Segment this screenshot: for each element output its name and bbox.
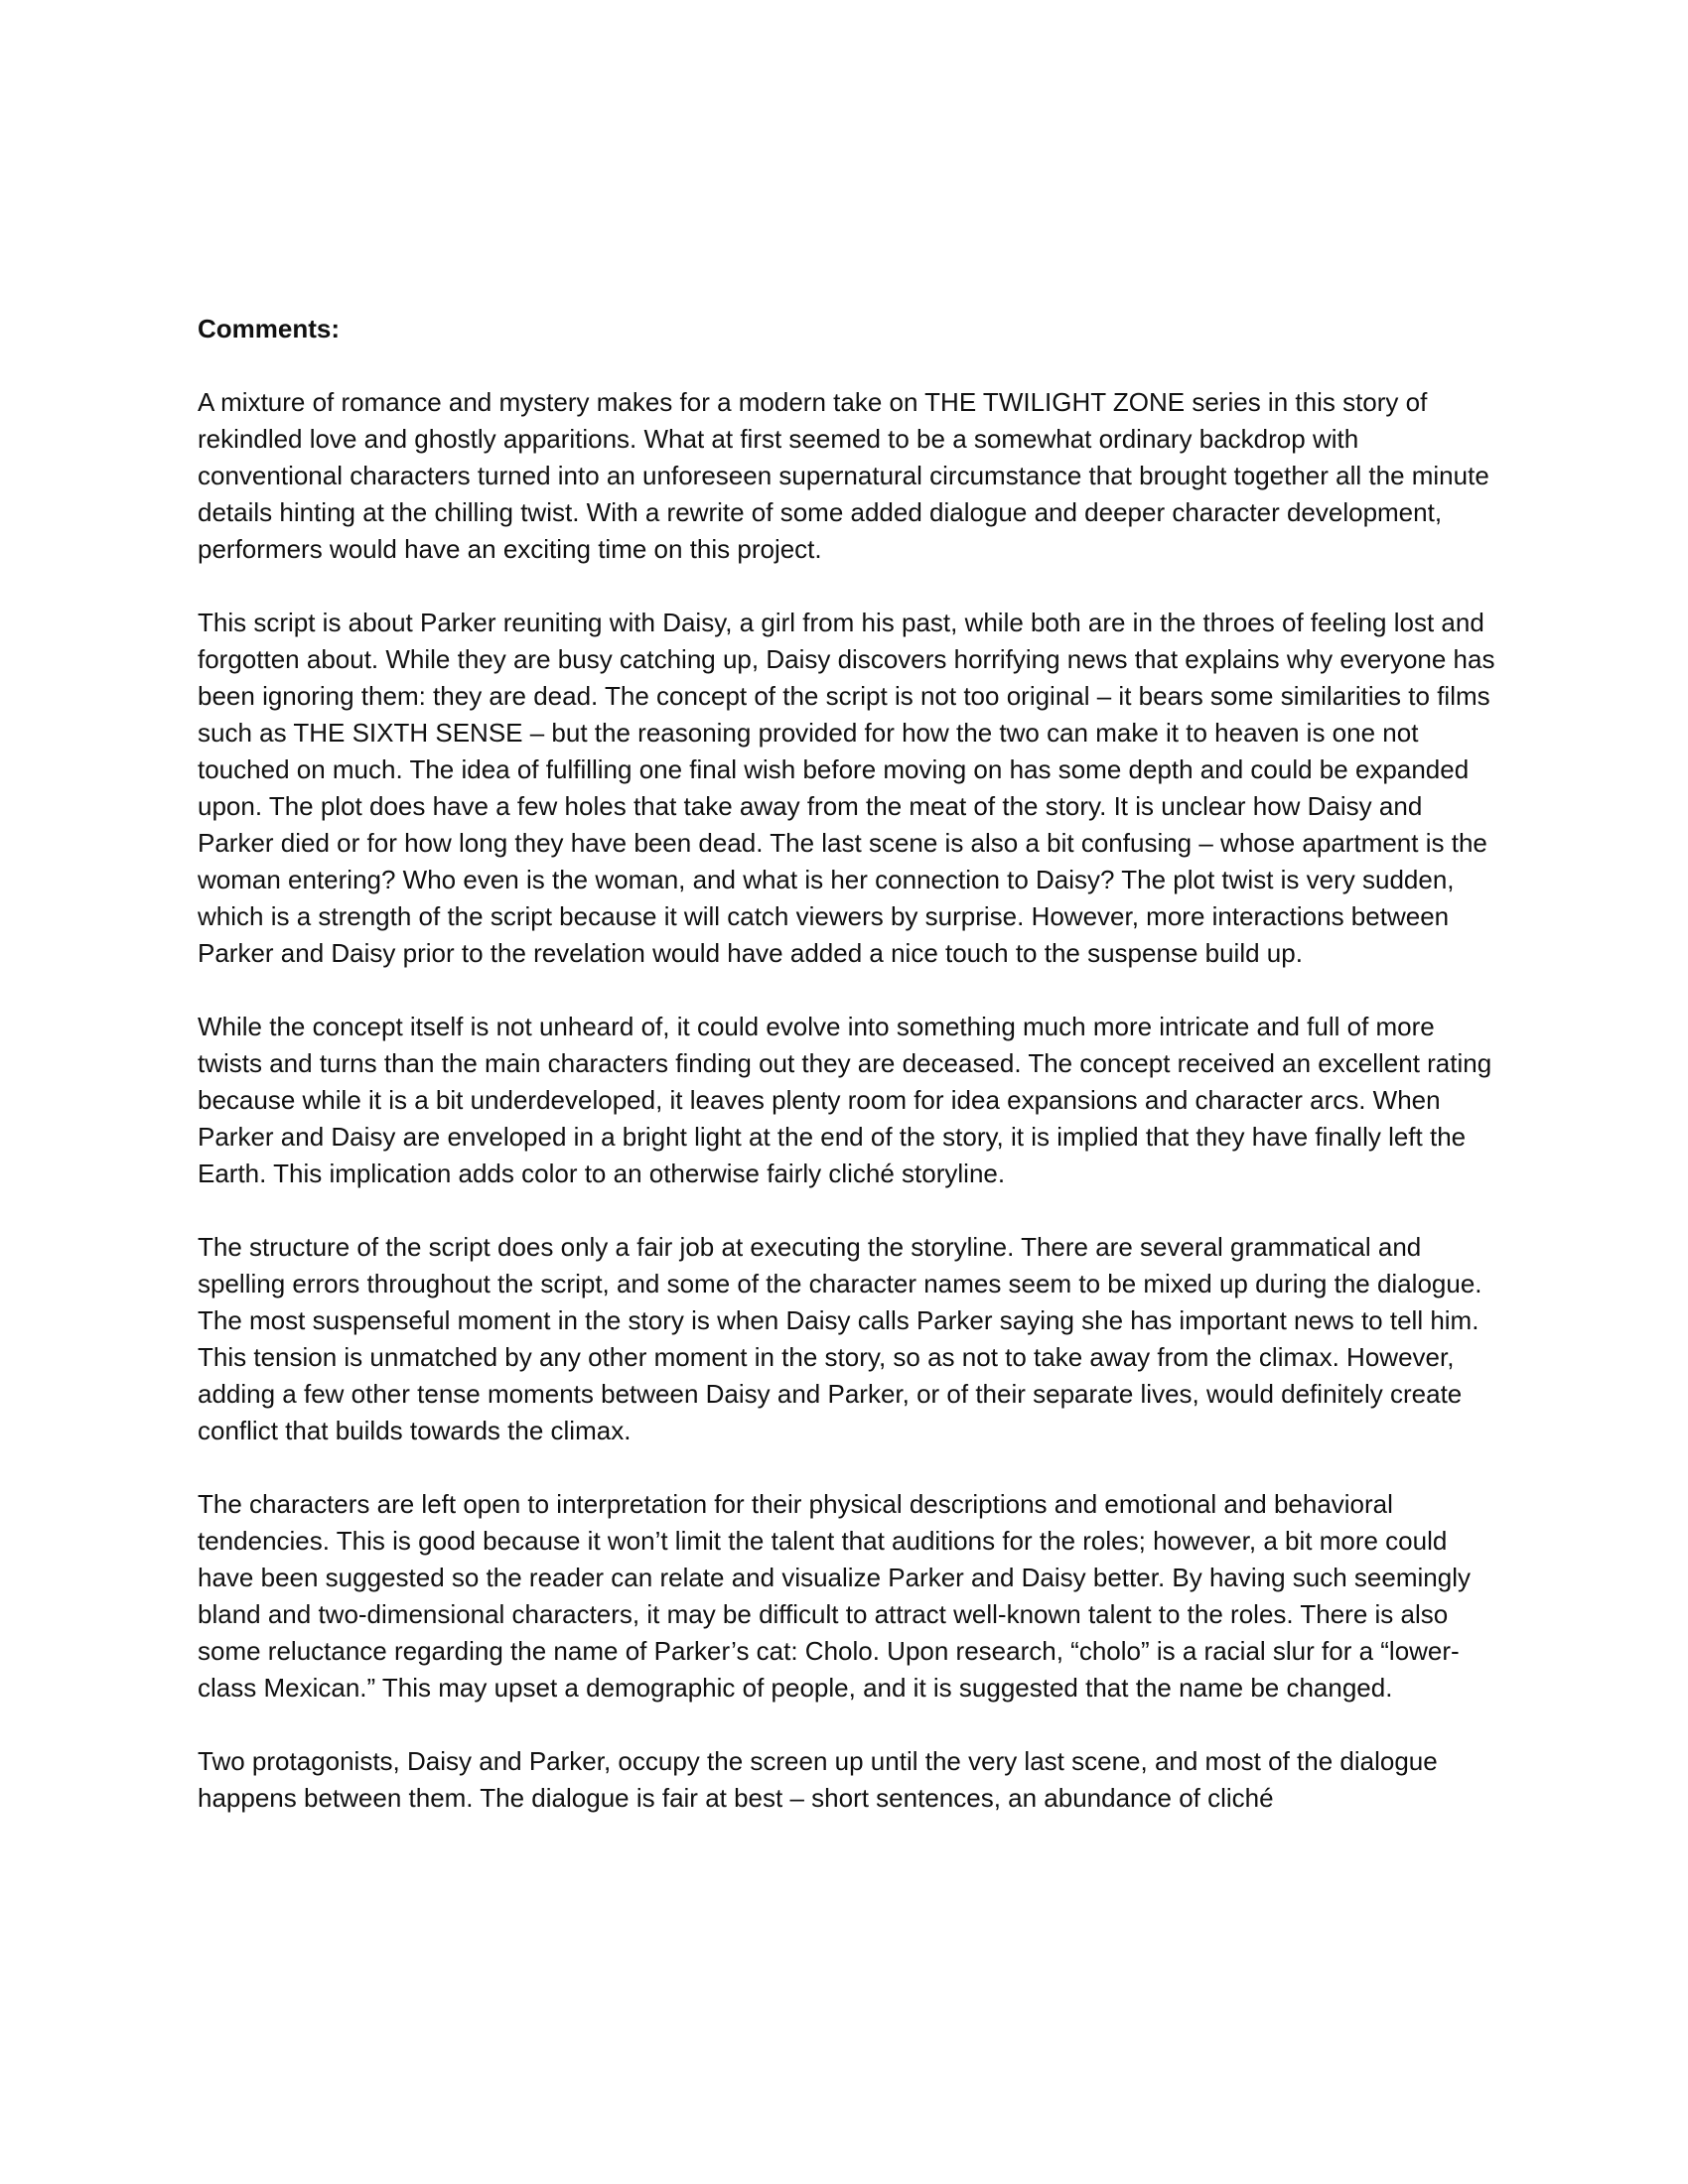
paragraph-structure: The structure of the script does only a fair job at executing the storyline. There are several grammatical and spelling errors throughout the script, and some of the character names seem to be mixed up during the dialogue. The most suspenseful moment in the story is when Daisy calls Parker saying she has important news to tell him. This tension is unmatched by any other moment in the story, so as not to take away from the climax. However, adding a few other tense moments between Daisy and Parker, or of their separate lives, would definitely create conflict that builds towards the climax. <box>198 1232 1482 1445</box>
paragraph-concept: While the concept itself is not unheard of, it could evolve into something much more intricate and full of more twists and turns than the main characters finding out they are deceased. The concept received an excellent rating because while it is a bit underdeveloped, it leaves plenty room for idea expansions and character arcs. When Parker and Daisy are enveloped in a bright light at the end of the story, it is implied that they have finally left the Earth. This implication adds color to an otherwise fairly cliché storyline. <box>198 1012 1492 1188</box>
paragraph-dialogue: Two protagonists, Daisy and Parker, occupy the screen up until the very last scene, and most of the dialogue happens between them. The dialogue is fair at best – short sentences, an abundance of cliché <box>198 1746 1438 1813</box>
comments-heading: Comments: <box>198 314 341 343</box>
document-body <box>198 311 1498 1817</box>
paragraph-overview: A mixture of romance and mystery makes for a modern take on THE TWILIGHT ZONE series in this story of rekindled love and ghostly apparitions. What at first seemed to be a somewhat ordinary backdrop with conventional characters turned into an unforeseen supernatural circumstance that brought together all the minute details hinting at the chilling twist. With a rewrite of some added dialogue and deeper character development, performers would have an exciting time on this project. <box>198 387 1489 564</box>
paragraph-characters: The characters are left open to interpretation for their physical descriptions and emotional and behavioral tendencies. This is good because it won’t limit the talent that auditions for the roles; however, a bit more could have been suggested so the reader can relate and visualize Parker and Daisy better. By having such seemingly bland and two-dimensional characters, it may be difficult to attract well-known talent to the roles. There is also some reluctance regarding the name of Parker’s cat: Cholo. Upon research, “cholo” is a racial slur for a “lower-class Mexican.” This may upset a demographic of people, and it is suggested that the name be changed. <box>198 1489 1471 1703</box>
paragraph-synopsis: This script is about Parker reuniting with Daisy, a girl from his past, while both are in the throes of feeling lost and forgotten about. While they are busy catching up, Daisy discovers horrifying news that explains why everyone has been ignoring them: they are dead. The concept of the script is not too original – it bears some similarities to films such as THE SIXTH SENSE – but the reasoning provided for how the two can make it to heaven is one not touched on much. The idea of fulfilling one final wish before moving on has some depth and could be expanded upon. The plot does have a few holes that take away from the meat of the story. It is unclear how Daisy and Parker died or for how long they have been dead. The last scene is also a bit confusing – whose apartment is the woman entering? Who even is the woman, and what is her connection to Daisy? The plot twist is very sudden, which is a strength of the script because it will catch viewers by surprise. However, more interactions between Parker and Daisy prior to the revelation would have added a nice touch to the suspense build up. <box>198 608 1495 968</box>
